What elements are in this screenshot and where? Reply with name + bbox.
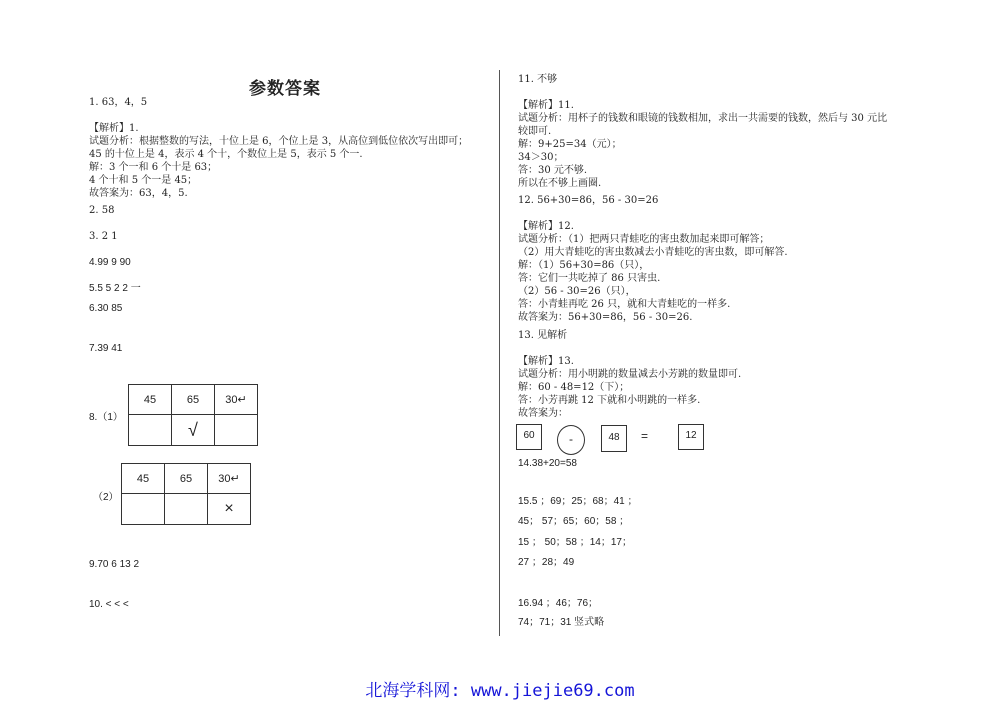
equation-operator-circle: - [557, 425, 585, 455]
analysis-12-line: 故答案为：56+30=86，56 - 30=26. [518, 312, 693, 323]
answer-11: 11. 不够 [518, 74, 558, 85]
analysis-1-line: 解：3 个一和 6 个十是 63； [89, 162, 218, 173]
table-1-mark [129, 415, 172, 446]
table-1-header: 65 [172, 385, 215, 415]
answer-13: 13. 见解析 [518, 330, 568, 341]
equation-subtrahend-box: 48 [601, 425, 627, 452]
analysis-11-line: 解：9+25=34（元）； [518, 139, 622, 150]
table-1-header: 45 [129, 385, 172, 415]
answer-2: 2. 58 [89, 205, 115, 216]
analysis-12-line: （2）用大青蛙吃的害虫数减去小青蛙吃的害虫数，即可解答. [518, 247, 788, 258]
answer-10: 10. < < < [89, 599, 129, 610]
table-1-header: 30↵ [215, 385, 258, 415]
column-divider [499, 70, 500, 636]
analysis-1-line: 故答案为：63，4，5. [89, 188, 188, 199]
answer-16-line: 16.94 ；46；76； [518, 598, 599, 609]
analysis-12-line: 解：（1）56+30=86（只）， [518, 260, 650, 271]
table-2-mark: × [208, 494, 251, 525]
table-2-header: 65 [165, 464, 208, 494]
answer-1: 1. 63，4，5 [89, 97, 148, 108]
analysis-1-heading: 【解析】1. [89, 123, 139, 134]
answer-14: 14.38+20=58 [518, 458, 577, 469]
answer-15-line: 15.5 ；69；25；68；41 ； [518, 496, 638, 507]
table-2-header: 45 [122, 464, 165, 494]
answer-15-line: 45； 57；65；60；58 ； [518, 516, 630, 527]
table-2-header: 30↵ [208, 464, 251, 494]
page-title: 参数答案 [249, 79, 321, 99]
footer-website-link[interactable]: 北海学科网: www.jiejie69.com [365, 681, 635, 701]
analysis-11-line: 较即可. [518, 126, 552, 137]
analysis-1-line: 45 的十位上是 4，表示 4 个十，个数位上是 5，表示 5 个一. [89, 149, 363, 160]
analysis-12-heading: 【解析】12. [518, 221, 574, 232]
table-1-mark: √ [172, 415, 215, 446]
answer-8-part-1-label: 8.（1） [89, 412, 123, 423]
answer-12: 12. 56+30=86，56 - 30=26 [518, 195, 659, 206]
analysis-1-line: 试题分析：根据整数的写法，十位上是 6，个位上是 3，从高位到低位依次写出即可； [89, 136, 469, 147]
answer-7: 7.39 41 [89, 343, 123, 354]
analysis-13-heading: 【解析】13. [518, 356, 574, 367]
analysis-13-line: 解：60 - 48=12（下）； [518, 382, 630, 393]
table-1-mark [215, 415, 258, 446]
analysis-1-body [89, 135, 468, 200]
equation-result-box: 12 [678, 424, 704, 450]
analysis-1-line: 4 个十和 5 个一是 45； [89, 175, 198, 186]
analysis-12-body [518, 233, 788, 324]
table-2-mark [165, 494, 208, 525]
analysis-12-line: （2）56 - 30=26（只）， [518, 286, 636, 297]
table-2-mark [122, 494, 165, 525]
analysis-11-heading: 【解析】11. [518, 100, 574, 111]
analysis-13-body [518, 368, 741, 420]
answer-3: 3. 2 1 [89, 231, 118, 242]
answer-8-table-2 [121, 463, 251, 525]
answer-16-line: 74；71；31 竖式略 [518, 617, 605, 628]
answer-6: 6.30 85 [89, 303, 123, 314]
answer-4: 4.99 9 90 [89, 257, 131, 268]
analysis-13-line: 答：小芳再跳 12 下就和小明跳的一样多. [518, 395, 701, 406]
equation-equals-sign: = [641, 429, 649, 443]
analysis-11-line: 试题分析：用杯子的钱数和眼镜的钱数相加，求出一共需要的钱数，然后与 30 元比 [518, 113, 888, 124]
equation-minuend-box: 60 [516, 424, 542, 450]
answer-15-line: 27 ；28；49 [518, 557, 575, 568]
answer-8-part-2-label: （2） [93, 492, 119, 503]
answer-15-line: 15 ； 50；58 ；14；17； [518, 537, 632, 548]
analysis-11-line: 答：30 元不够. [518, 165, 588, 176]
analysis-11-line: 34＞30； [518, 152, 564, 163]
answer-5: 5.5 5 2 2 一 [89, 283, 141, 294]
analysis-11-line: 所以在不够上画圈. [518, 178, 602, 189]
analysis-12-line: 答：它们一共吃掉了 86 只害虫. [518, 273, 661, 284]
analysis-13-line: 试题分析：用小明跳的数量减去小芳跳的数量即可. [518, 369, 742, 380]
analysis-11-body [518, 112, 887, 190]
answer-8-table-1 [128, 384, 258, 446]
analysis-12-line: 试题分析：（1）把两只青蛙吃的害虫数加起来即可解答； [518, 234, 770, 245]
analysis-12-line: 答：小青蛙再吃 26 只，就和大青蛙吃的一样多. [518, 299, 731, 310]
answer-9: 9.70 6 13 2 [89, 559, 140, 570]
analysis-13-line: 故答案为： [518, 408, 568, 419]
